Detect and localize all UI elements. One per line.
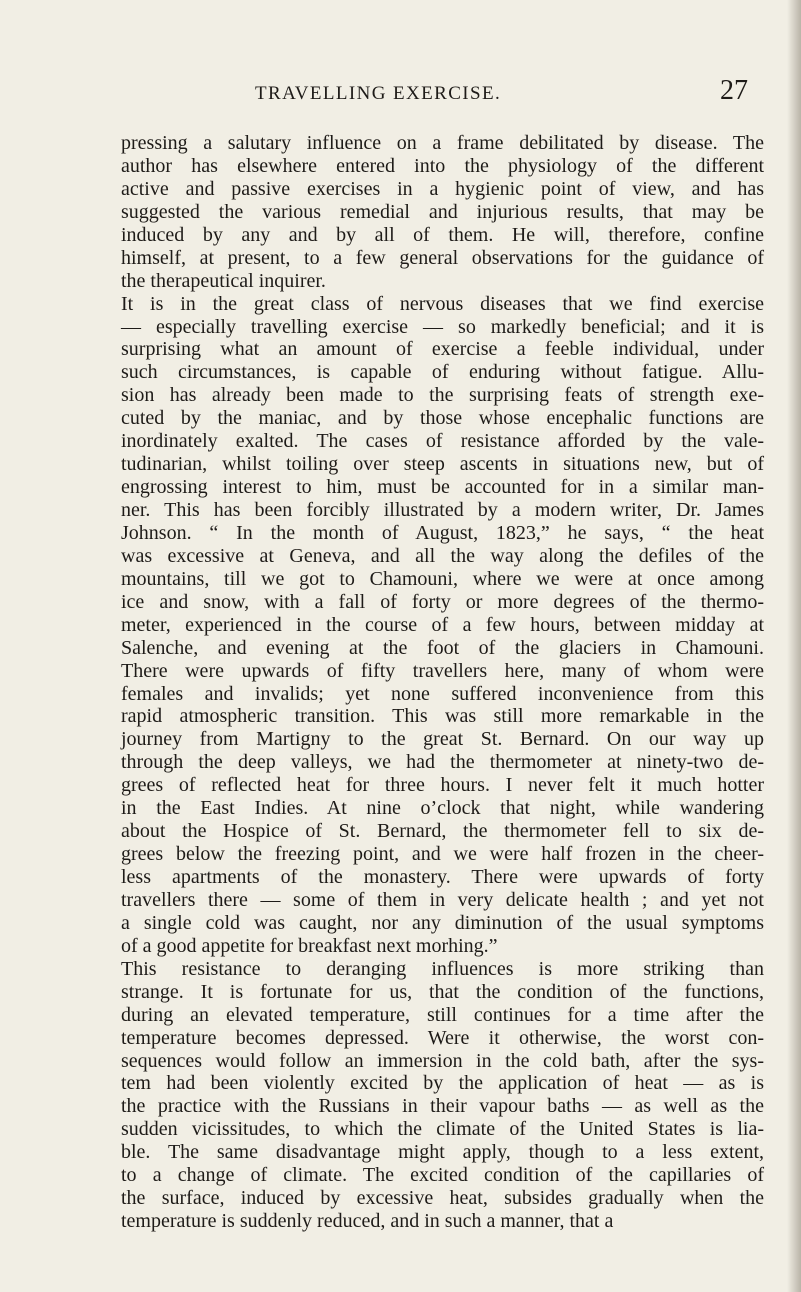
text-line: It is in the great class of nervous diseases that we find exercise: [121, 292, 764, 315]
text-line: grees below the freezing point, and we were half frozen in the cheer-: [121, 843, 764, 866]
text-line: females and invalids; yet none suffered inconvenience from this: [121, 682, 764, 705]
text-line: sequences would follow an immersion in the cold bath, after the sys-: [121, 1049, 764, 1072]
text-line: sion has already been made to the surprising feats of strength exe-: [121, 384, 764, 407]
text-line: sudden vicissitudes, to which the climate of the United States is lia-: [121, 1118, 764, 1141]
text-line: grees of reflected heat for three hours. I never felt it much hotter: [121, 774, 764, 797]
running-head: [120, 75, 760, 113]
text-line: active and passive exercises in a hygienic point of view, and has: [121, 177, 764, 200]
text-line: tem had been violently excited by the application of heat — as is: [121, 1072, 764, 1095]
text-line: temperature is suddenly reduced, and in such a manner, that a: [121, 1210, 614, 1233]
text-line: in the East Indies. At nine o’clock that night, while wandering: [121, 797, 764, 820]
text-line: surprising what an amount of exercise a feeble individual, under: [121, 338, 764, 361]
text-line: a single cold was caught, nor any diminution of the usual symptoms: [121, 911, 764, 934]
text-line: rapid atmospheric transition. This was still more remarkable in the: [121, 705, 764, 728]
text-line: Johnson. “ In the month of August, 1823,” he says, “ the heat: [121, 521, 764, 544]
text-line: to a change of climate. The excited condition of the capillaries of: [121, 1164, 764, 1187]
text-line: Salenche, and evening at the foot of the glaciers in Chamouni.: [121, 636, 764, 659]
running-title: TRAVELLING EXERCISE.: [255, 83, 502, 104]
text-line: travellers there — some of them in very delicate health ; and yet not: [121, 888, 764, 911]
text-line: himself, at present, to a few general observations for the guidance of: [121, 246, 764, 269]
page-number: 27: [720, 75, 748, 106]
text-line: This resistance to deranging influences is more striking than: [121, 957, 764, 980]
text-line: during an elevated temperature, still continues for a time after the: [121, 1003, 764, 1026]
text-line: the therapeutical inquirer.: [121, 269, 326, 292]
text-line: mountains, till we got to Chamouni, where we were at once among: [121, 567, 764, 590]
text-line: temperature becomes depressed. Were it otherwise, the worst con-: [121, 1026, 764, 1049]
text-line: such circumstances, is capable of enduring without fatigue. Allu-: [121, 361, 764, 384]
text-line: about the Hospice of St. Bernard, the thermometer fell to six de-: [121, 820, 764, 843]
text-line: inordinately exalted. The cases of resistance afforded by the vale-: [121, 430, 764, 453]
text-line: strange. It is fortunate for us, that the condition of the functions,: [121, 980, 764, 1003]
text-line: less apartments of the monastery. There were upwards of forty: [121, 866, 764, 888]
text-line: pressing a salutary influence on a frame debilitated by disease. The: [121, 132, 764, 154]
text-line: meter, experienced in the course of a few hours, between midday at: [121, 613, 764, 636]
text-line: — especially travelling exercise — so markedly beneficial; and it is: [121, 315, 764, 338]
text-line: through the deep valleys, we had the thermometer at ninety-two de-: [121, 751, 764, 774]
text-line: There were upwards of fifty travellers here, many of whom were: [121, 659, 764, 682]
text-line: was excessive at Geneva, and all the way along the defiles of the: [121, 544, 764, 567]
text-line: author has elsewhere entered into the physiology of the different: [121, 154, 764, 177]
text-line: suggested the various remedial and injurious results, that may be: [121, 200, 764, 223]
body-text: [121, 132, 764, 1233]
text-line: engrossing interest to him, must be accounted for in a similar man-: [121, 476, 764, 499]
page-edge-shadow: [787, 0, 801, 1292]
text-line: journey from Martigny to the great St. Bernard. On our way up: [121, 728, 764, 751]
text-line: cuted by the maniac, and by those whose encephalic functions are: [121, 407, 764, 430]
text-line: ble. The same disadvantage might apply, though to a less extent,: [121, 1141, 764, 1164]
text-line: of a good appetite for breakfast next morhing.”: [121, 934, 498, 957]
text-line: tudinarian, whilst toiling over steep ascents in situations new, but of: [121, 453, 764, 476]
text-line: induced by any and by all of them. He will, therefore, confine: [121, 223, 764, 246]
text-line: ner. This has been forcibly illustrated by a modern writer, Dr. James: [121, 499, 764, 521]
text-line: the surface, induced by excessive heat, subsides gradually when the: [121, 1187, 764, 1210]
text-line: the practice with the Russians in their vapour baths — as well as the: [121, 1095, 764, 1118]
text-line: ice and snow, with a fall of forty or more degrees of the thermo-: [121, 590, 764, 613]
